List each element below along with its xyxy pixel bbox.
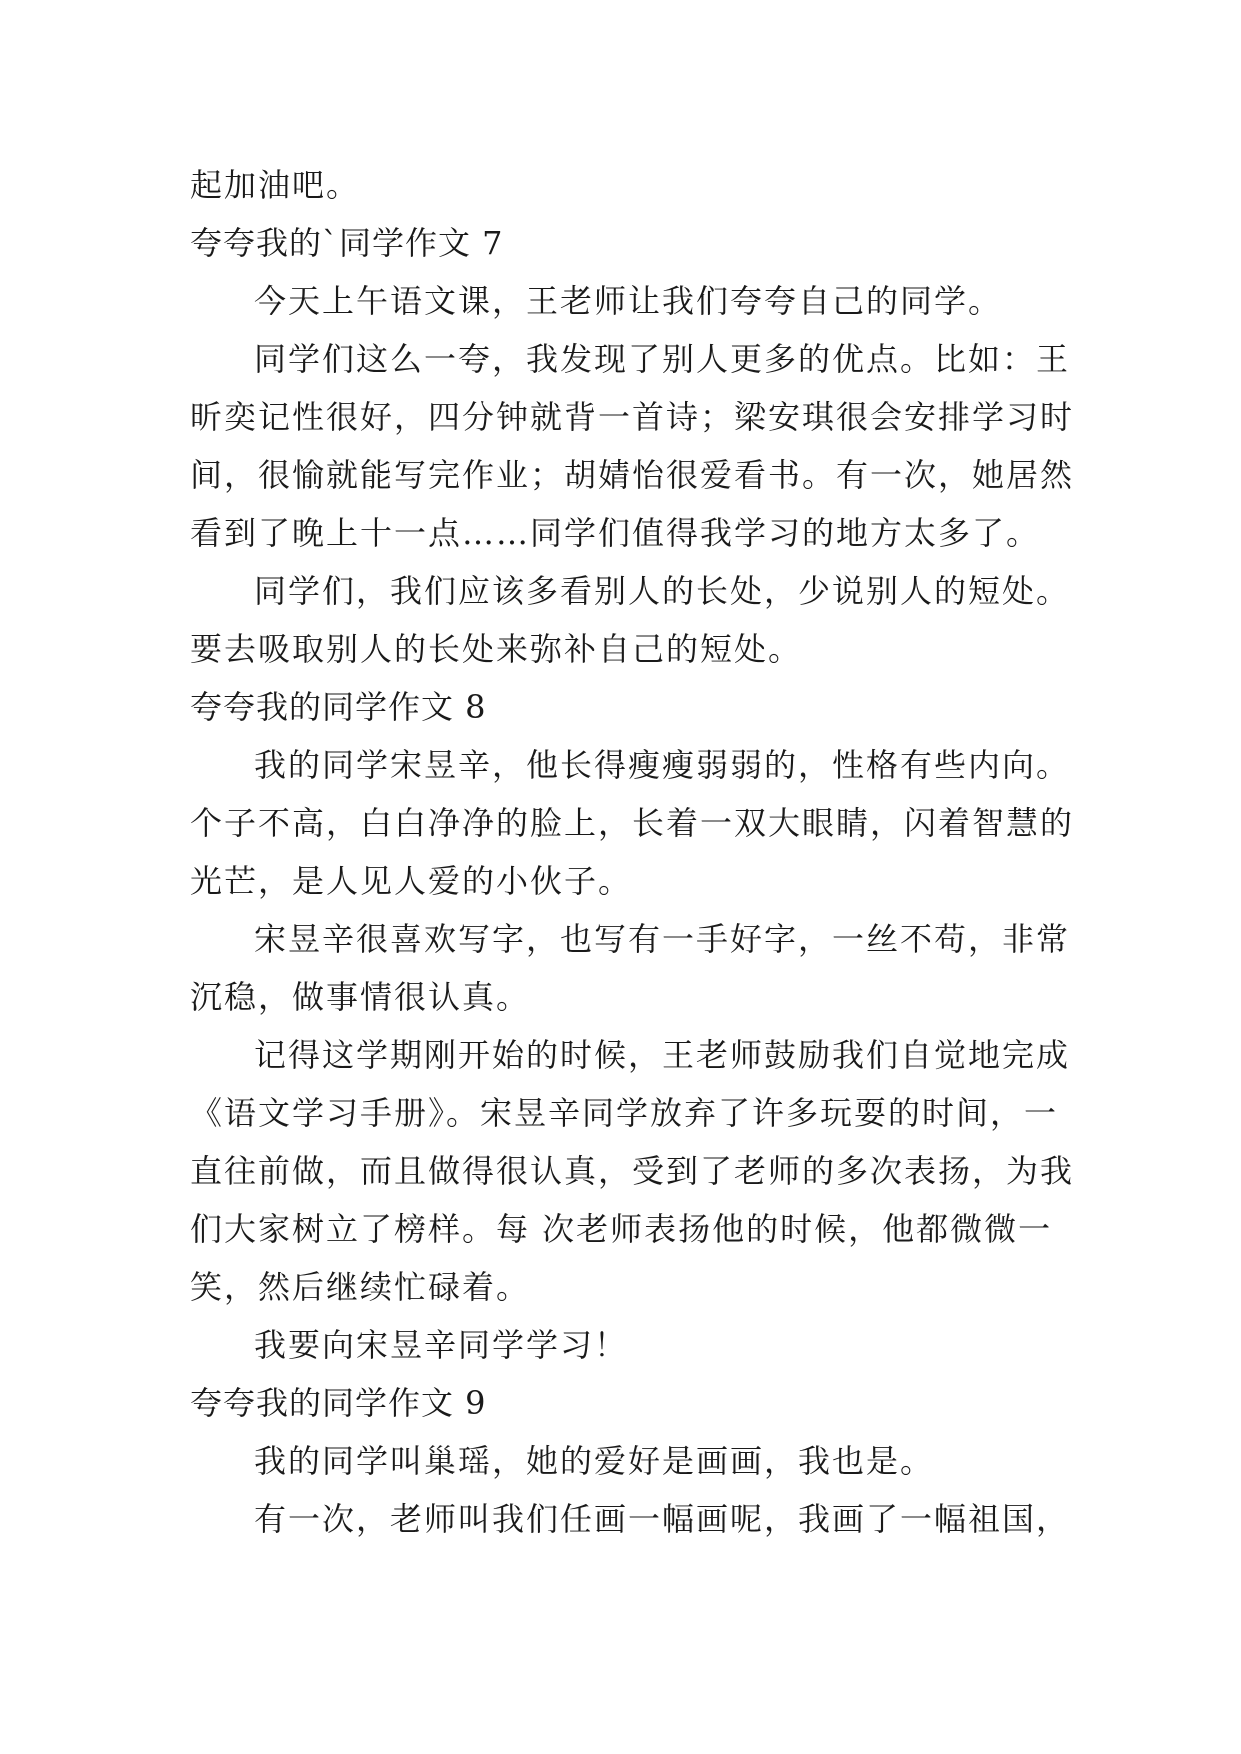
text-line: 有一次，老师叫我们任画一幅画呢，我画了一幅祖国， [254,1500,1071,1538]
document-body [190,156,1075,1548]
text-line: 记得这学期刚开始的时候，王老师鼓励我们自觉地完成 [254,1036,1071,1074]
text-line: 光芒，是人见人爱的小伙子。 [190,862,633,900]
text-line: 昕奕记性很好，四分钟就背一首诗；梁安琪很会安排学习时 [190,398,1075,436]
text-line: 们大家树立了榜样。每 次老师表扬他的时候，他都微微一 [190,1210,1053,1248]
text-line: 宋昱辛很喜欢写字，也写有一手好字，一丝不苟，非常 [254,920,1071,958]
text-line: 同学们这么一夸，我发现了别人更多的优点。比如：王 [254,340,1071,378]
essay-heading: 夸夸我的同学作文 9 [190,1384,487,1422]
text-line: 我的同学叫巢瑶，她的爱好是画画，我也是。 [254,1442,935,1480]
text-line: 直往前做，而且做得很认真，受到了老师的多次表扬，为我 [190,1152,1075,1190]
essay-heading: 夸夸我的`同学作文 7 [190,224,504,262]
essay-heading: 夸夸我的同学作文 8 [190,688,487,726]
text-line: 个子不高，白白净净的脸上，长着一双大眼睛，闪着智慧的 [190,804,1075,842]
text-line: 我要向宋昱辛同学学习！ [254,1326,629,1364]
text-line: 间，很愉就能写完作业；胡婧怡很爱看书。有一次，她居然 [190,456,1075,494]
text-line: 我的同学宋昱辛，他长得瘦瘦弱弱的，性格有些内向。 [254,746,1071,784]
text-line: 看到了晚上十一点……同学们值得我学习的地方太多了。 [190,514,1041,552]
text-line: 同学们，我们应该多看别人的长处，少说别人的短处。 [254,572,1071,610]
text-line: 今天上午语文课，王老师让我们夸夸自己的同学。 [254,282,1003,320]
text-line: 《语文学习手册》。宋昱辛同学放弃了许多玩耍的时间，一 [190,1094,1059,1132]
text-line: 起加油吧。 [190,166,361,204]
text-line: 要去吸取别人的长处来弥补自己的短处。 [190,630,803,668]
text-line: 沉稳，做事情很认真。 [190,978,531,1016]
text-line: 笑，然后继续忙碌着。 [190,1268,531,1306]
